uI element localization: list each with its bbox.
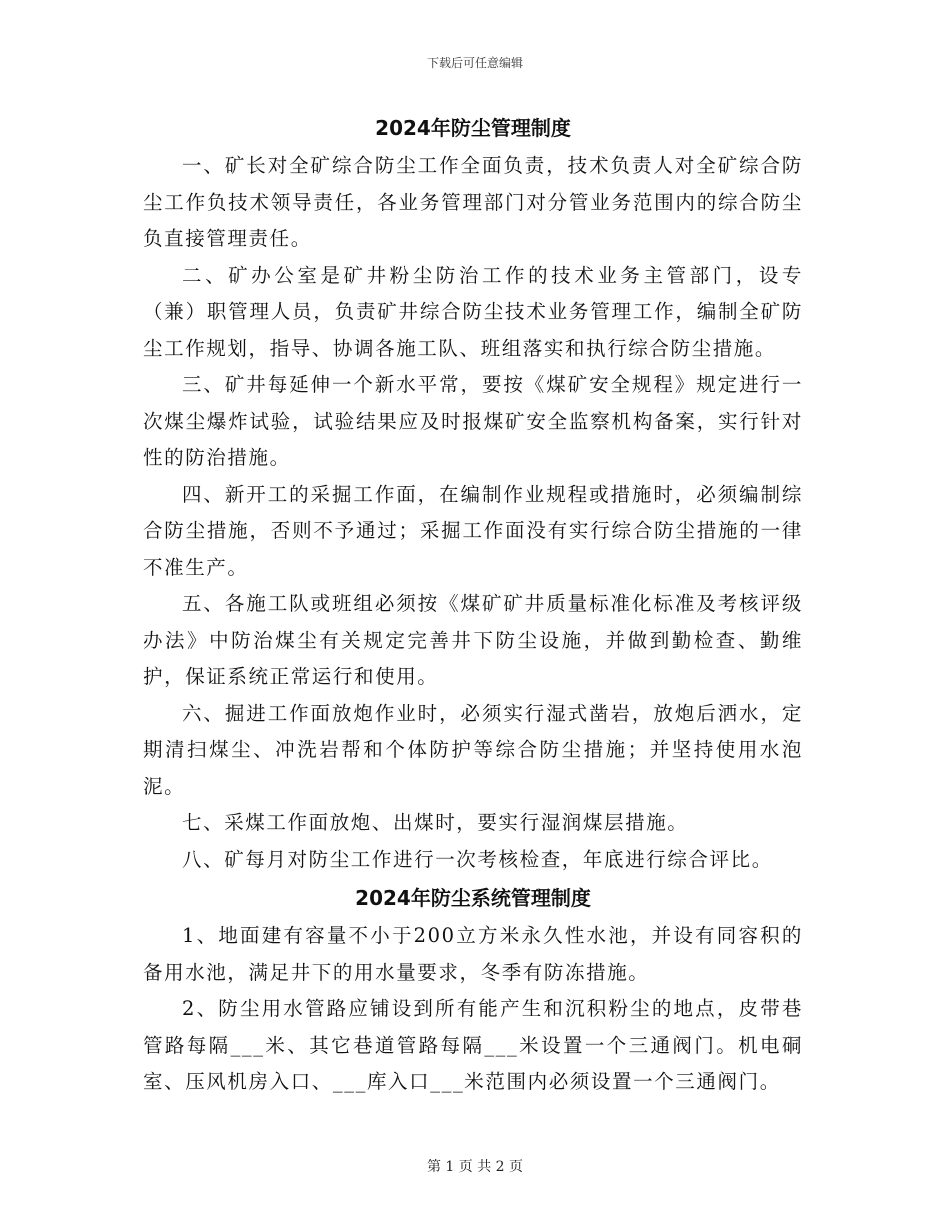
section-1-paragraph-6: 六、掘进工作面放炮作业时，必须实行湿式凿岩，放炮后洒水，定期清扫煤尘、冲洗岩帮和个体防护等综合防尘措施；并坚持使用水泡泥。 bbox=[143, 701, 803, 798]
section-1-paragraph-8: 八、矿每月对防尘工作进行一次考核检查，年底进行综合评比。 bbox=[182, 847, 773, 871]
section-2-paragraph-1: 1、地面建有容量不小于200立方米永久性水池，并设有同容积的备用水池，满足井下的用水量要求，冬季有防冻措施。 bbox=[143, 924, 803, 984]
section-1-paragraph-1: 一、矿长对全矿综合防尘工作全面负责，技术负责人对全矿综合防尘工作负技术领导责任，各业务管理部门对分管业务范围内的综合防尘负直接管理责任。 bbox=[143, 154, 803, 250]
section-1-title: 2024年防尘管理制度 bbox=[375, 116, 571, 140]
header-note: 下载后可任意编辑 bbox=[426, 56, 523, 70]
section-2-paragraph-2: 2、防尘用水管路应铺设到所有能产生和沉积粉尘的地点，皮带巷管路每隔___米、其它巷道管路每隔___米设置一个三通阀门。机电硐室、压风机房入口、___库入口___米范围内必须设置一个三通阀门。 bbox=[143, 997, 803, 1093]
section-1-paragraph-7: 七、采煤工作面放炮、出煤时，要实行湿润煤层措施。 bbox=[182, 811, 689, 834]
section-1-paragraph-5: 五、各施工队或班组必须按《煤矿矿井质量标准化标准及考核评级办法》中防治煤尘有关规定完善井下防尘设施，并做到勤检查、勤维护，保证系统正常运行和使用。 bbox=[143, 592, 803, 688]
section-1-paragraph-2: 二、矿办公室是矿井粉尘防治工作的技术业务主管部门，设专（兼）职管理人员，负责矿井综合防尘技术业务管理工作，编制全矿防尘工作规划，指导、协调各施工队、班组落实和执行综合防尘措施。 bbox=[143, 263, 803, 360]
section-2-title: 2024年防尘系统管理制度 bbox=[355, 886, 591, 910]
section-1-paragraph-4: 四、新开工的采掘工作面，在编制作业规程或措施时，必须编制综合防尘措施，否则不予通过；采掘工作面没有实行综合防尘措施的一律不准生产。 bbox=[143, 482, 803, 579]
page-footer: 第 1 页 共 2 页 bbox=[426, 1159, 524, 1175]
section-1-paragraph-3: 三、矿井每延伸一个新水平常，要按《煤矿安全规程》规定进行一次煤尘爆炸试验，试验结果应及时报煤矿安全监察机构备案，实行针对性的防治措施。 bbox=[143, 373, 803, 469]
document-body bbox=[143, 108, 803, 1101]
